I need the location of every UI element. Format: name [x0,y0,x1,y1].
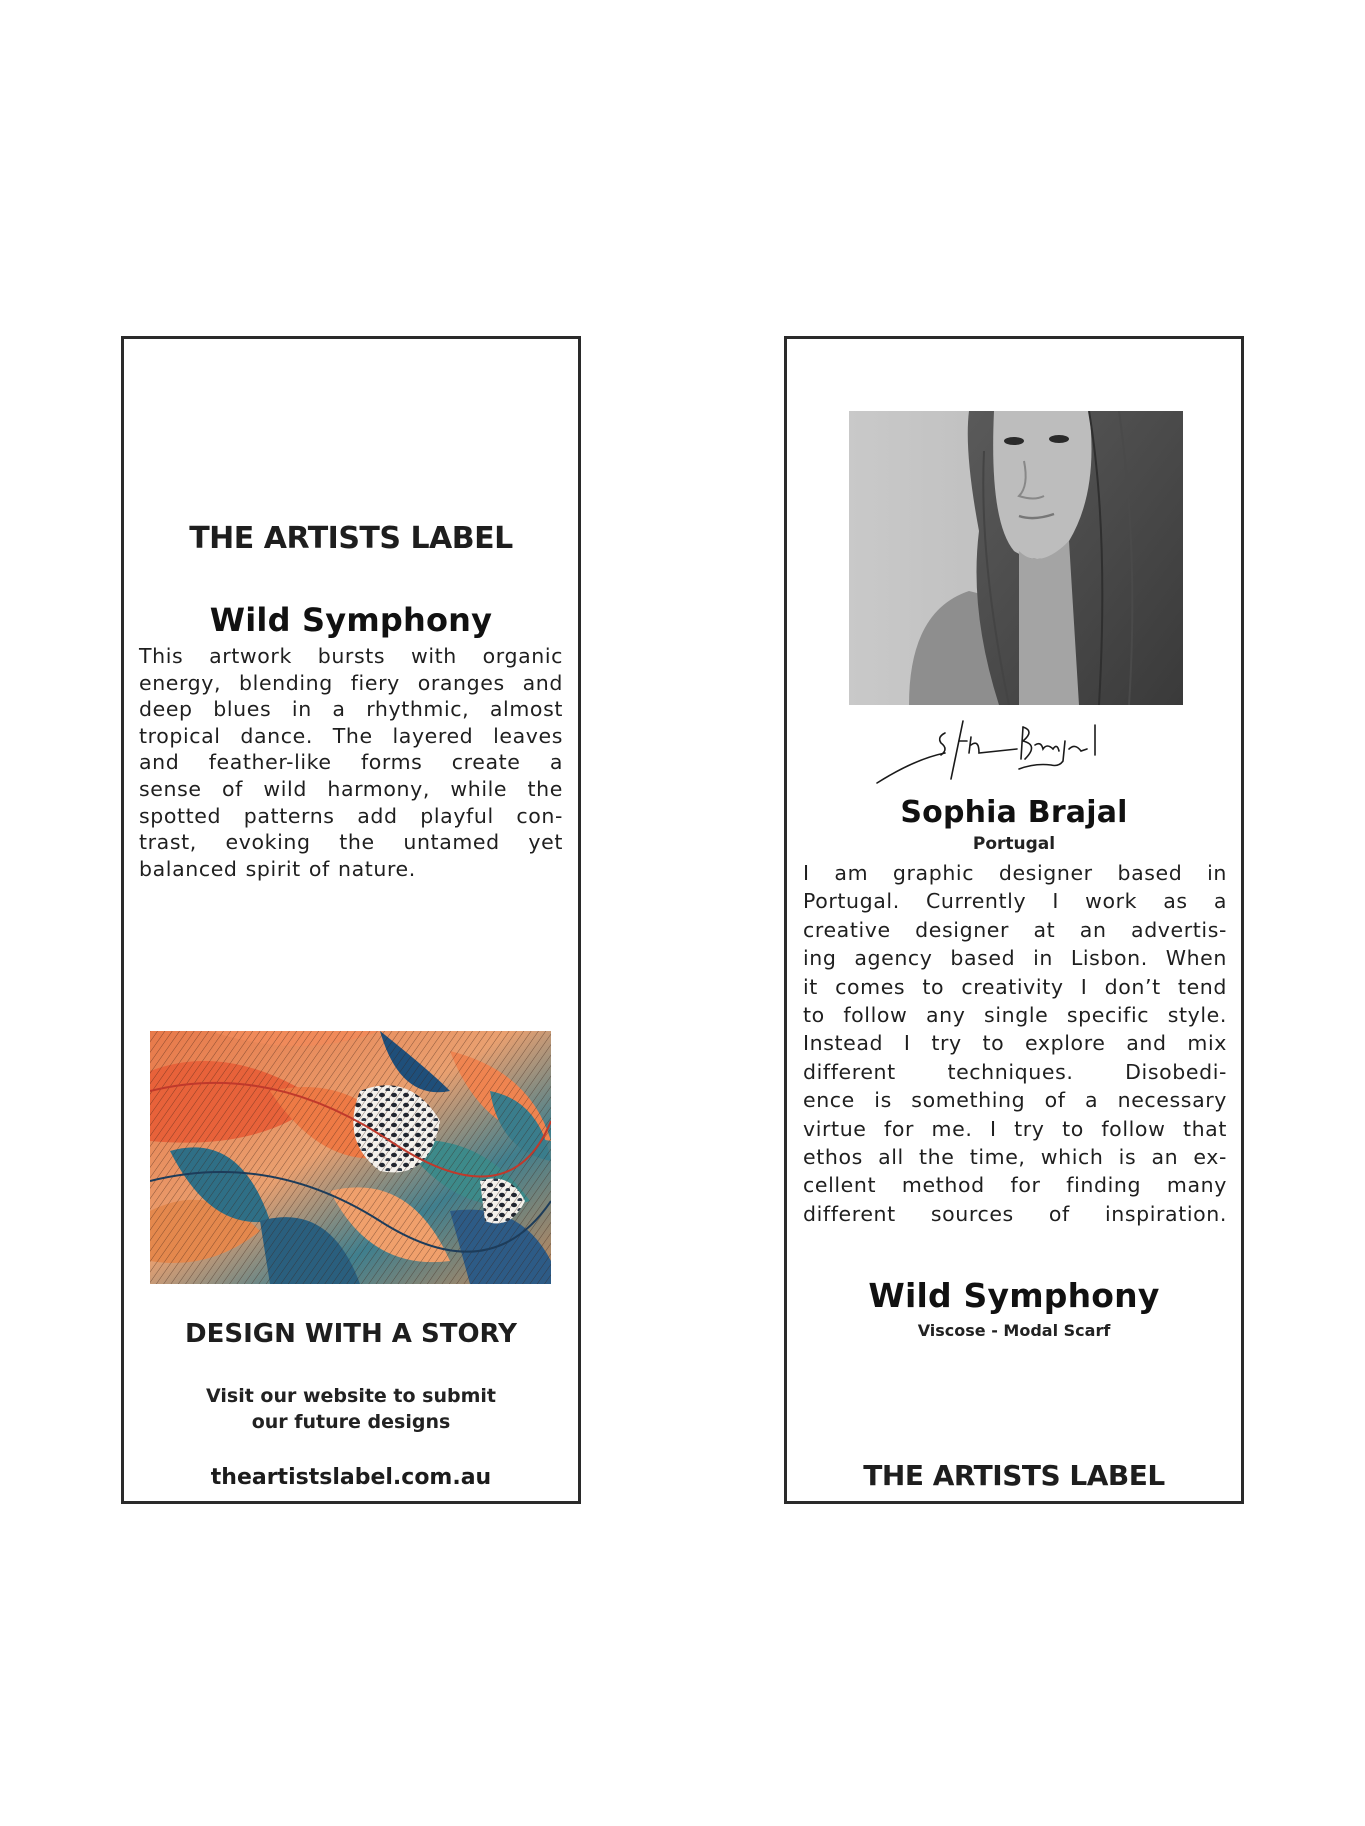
artwork-image [150,1031,551,1284]
submission-invite [124,1383,578,1435]
bio-line: ence is something of a necessary [803,1088,1227,1113]
description-line: balanced spirit of nature. [139,856,416,881]
artwork-description [139,643,563,882]
description-line: deep blues in a rhythmic, almost [139,697,563,722]
artwork-title: Wild Symphony [209,601,493,639]
invite-line: our future designs [251,1411,451,1433]
bio-line: Instead I try to explore and mix [803,1031,1227,1056]
bio-line: virtue for me. I try to follow that [803,1116,1227,1141]
description-line: and feather-like forms create a [139,750,563,775]
bio-line: ethos all the time, which is an ex- [803,1145,1227,1170]
brand-heading: THE ARTISTS LABEL [189,521,513,556]
tagline-heading: DESIGN WITH A STORY [185,1319,517,1349]
artist-bio [803,859,1227,1228]
bio-line: different sources of inspiration. [803,1201,1227,1226]
description-line: energy, blending fiery oranges and [139,670,563,695]
description-line: sense of wild harmony, while the [139,776,563,801]
description-line: tropical dance. The layered leaves [139,723,563,748]
bio-line: cellent method for finding many [803,1173,1227,1198]
description-line: trast, evoking the untamed yet [139,830,563,855]
invite-line: Visit our website to submit [206,1385,496,1407]
description-line: This artwork bursts with organic [139,644,563,668]
product-title: Wild Symphony [868,1276,1160,1315]
artist-photo [849,411,1183,705]
bio-line: different techniques. Disobedi- [803,1059,1227,1084]
bio-line: it comes to creativity I don’t tend [803,974,1227,999]
product-material: Viscose - Modal Scarf [917,1321,1111,1340]
bio-line: creative designer at an advertis- [803,917,1227,942]
bio-line: to follow any single specific style. [803,1003,1227,1028]
bio-line: I am graphic designer based in [803,861,1227,885]
artwork-info-card [121,336,581,1504]
artist-country: Portugal [972,834,1056,854]
artist-info-card [784,336,1244,1504]
description-line: spotted patterns add playful con- [139,803,563,828]
website-link[interactable]: theartistslabel.com.au [210,1465,492,1490]
bio-line: Portugal. Currently I work as a [803,889,1227,914]
artist-signature [875,719,1115,789]
artist-name: Sophia Brajal [900,795,1128,830]
bio-line: ing agency based in Lisbon. When [803,946,1227,971]
brand-footer: THE ARTISTS LABEL [863,1459,1165,1492]
